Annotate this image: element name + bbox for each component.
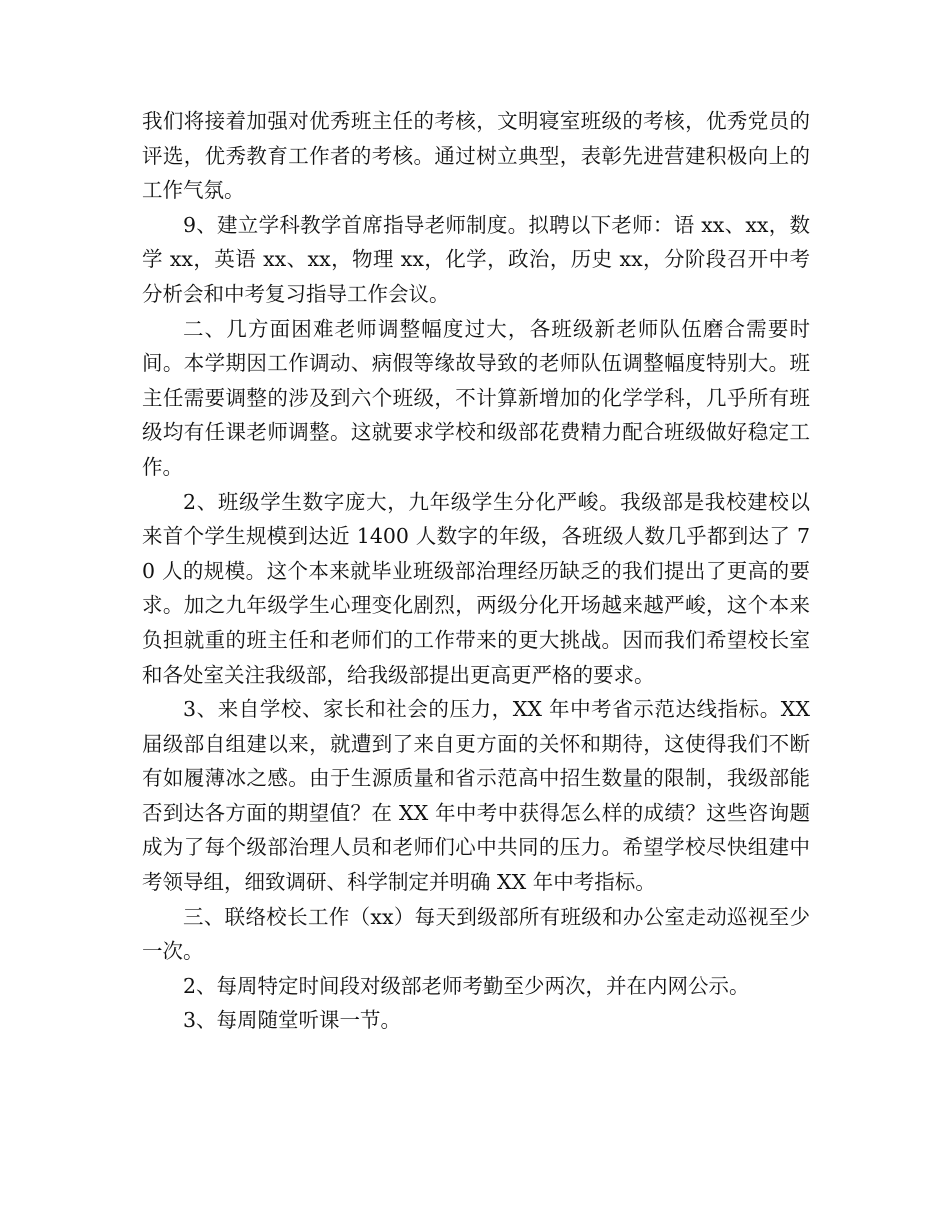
paragraph-8: 3、每周随堂听课一节。 [183,1008,402,1033]
paragraph-5: 3、来自学校、家长和社会的压力，XX 年中考省示范达线指标。XX 届级部自组建以来，就遭到了来自更方面的关怀和期待，这使得我们不断有如履薄冰之感。由于生源质量和省示范高中招生数量的限制，我级部能否到达各方面的期望值？在 XX 年中考中获得怎么样的成绩？这些咨询题成为了每个级部治理人员和老师们心中共同的压力。希望学校尽快组建中考领导组，细致调研、科学制定并明确 XX 年中考指标。 [142,697,810,895]
paragraph-7: 2、每周特定时间段对级部老师考勤至少两次，并在内网公示。 [183,973,750,998]
paragraph-1: 我们将接着加强对优秀班主任的考核，文明寝室班级的考核，优秀党员的评选，优秀教育工作者的考核。通过树立典型，表彰先进营建积极向上的工作气氛。 [142,109,810,203]
paragraph-6: 三、联络校长工作（xx）每天到级部所有班级和办公室走动巡视至少一次。 [142,904,810,964]
paragraph-2: 9、建立学科教学首席指导老师制度。拟聘以下老师：语 xx、xx，数学 xx，英语 xx、xx，物理 xx，化学，政治，历史 xx，分阶段召开中考分析会和中考复习指导工作会议。 [142,212,810,306]
paragraph-3: 二、几方面困难老师调整幅度过大，各班级新老师队伍磨合需要时间。本学期因工作调动、病假等缘故导致的老师队伍调整幅度特别大。班主任需要调整的涉及到六个班级，不计算新增加的化学学科，几乎所有班级均有任课老师调整。这就要求学校和级部花费精力配合班级做好稳定工作。 [142,316,810,479]
paragraph-4: 2、班级学生数字庞大，九年级学生分化严峻。我级部是我校建校以来首个学生规模到达近 1400 人数字的年级，各班级人数几乎都到达了 70 人的规模。这个本来就毕业班级部治理经历缺乏的我们提出了更高的要求。加之九年级学生心理变化剧烈，两级分化开场越来越严峻，这个本来负担就重的班主任和老师们的工作带来的更大挑战。因而我们希望校长室和各处室关注我级部，给我级部提出更高更严格的要求。 [142,489,810,687]
document-body [142,104,810,1038]
